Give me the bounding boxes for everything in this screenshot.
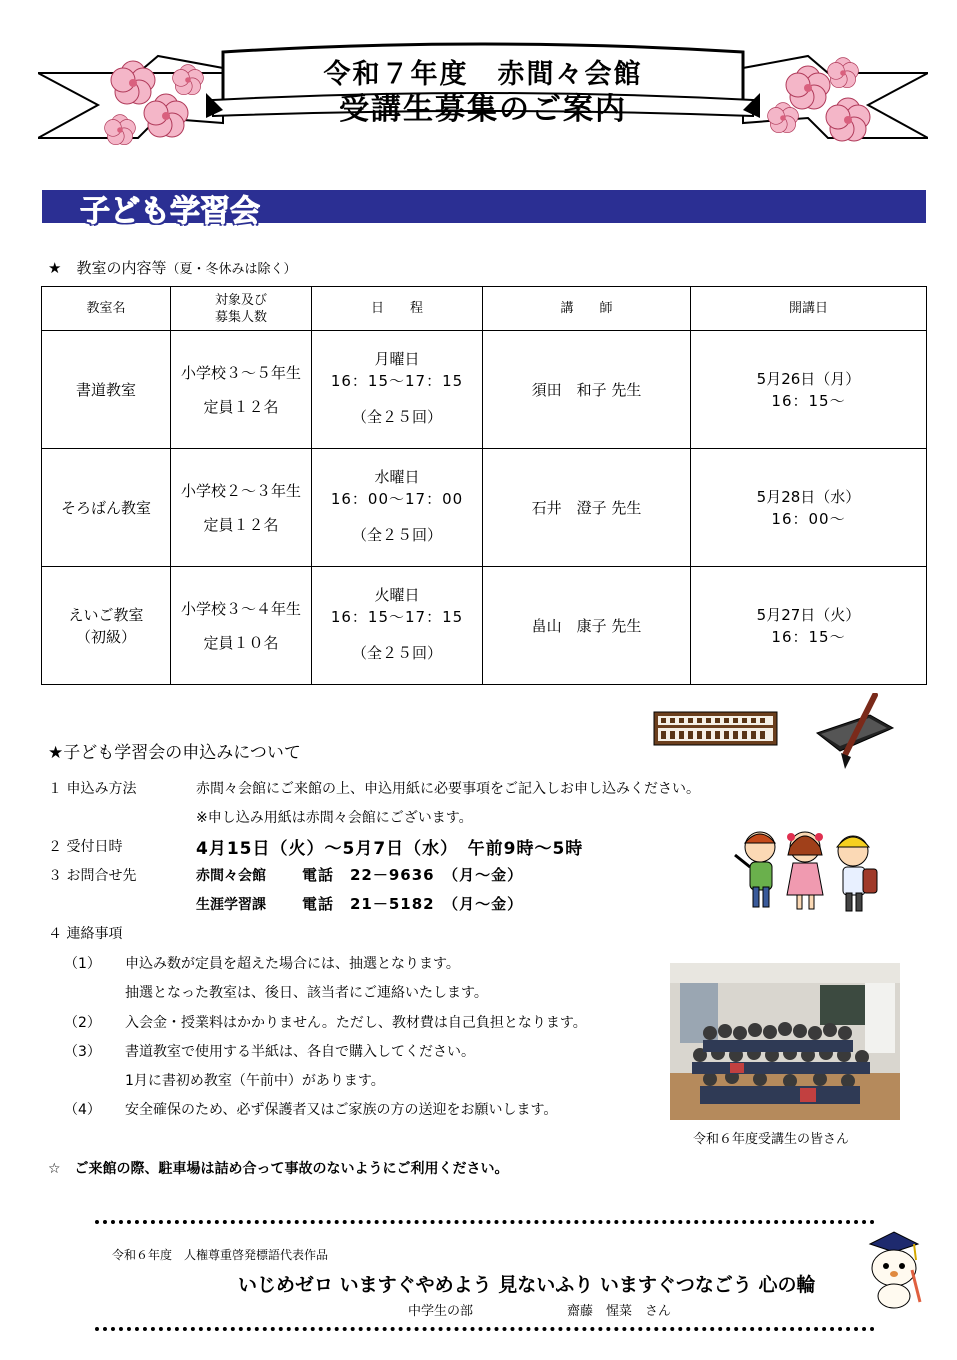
divider: [95, 1327, 875, 1331]
table-row: [42, 449, 927, 567]
class-schedule: 水曜日 16：00～17：00 （全２５回）: [312, 449, 483, 567]
children-illustration-icon: [725, 825, 885, 917]
class-target: 小学校３～５年生 定員１２名: [171, 331, 312, 449]
note-text: 入会金・授業料はかかりません。ただし、教材費は自己負担となります。: [125, 1015, 587, 1031]
contact-label: ３ お問合せ先: [48, 868, 137, 884]
note-text: 安全確保のため、必ず保護者又はご家族の方の送迎をお願いします。: [125, 1102, 558, 1118]
classes-heading: ★ 教室の内容等（夏・冬休みは除く）: [48, 259, 297, 277]
class-start: 5月27日（火） 16：15～: [691, 567, 927, 685]
title-banner: [38, 38, 928, 150]
notes-label: ４ 連絡事項: [48, 926, 123, 942]
note-number: （2）: [64, 1015, 101, 1031]
class-photo: [670, 963, 900, 1120]
class-start: 5月28日（水） 16：00～: [691, 449, 927, 567]
note-text: 1月に書初め教室（午前中）があります。: [125, 1073, 385, 1089]
class-teacher: 石井 澄子 先生: [483, 449, 691, 567]
class-target: 小学校２～３年生 定員１２名: [171, 449, 312, 567]
class-teacher: 畠山 康子 先生: [483, 567, 691, 685]
class-target: 小学校３～４年生 定員１０名: [171, 567, 312, 685]
class-start: 5月26日（月） 16：15～: [691, 331, 927, 449]
section-title: 子ども学習会: [80, 194, 260, 229]
method-note: ※申し込み用紙は赤間々会館にございます。: [196, 810, 473, 826]
class-schedule: 月曜日 16：15～17：15 （全２５回）: [312, 331, 483, 449]
class-name: えいご教室 （初級）: [42, 567, 171, 685]
contact-tel: 電話 22－9636 （月～金）: [302, 866, 524, 884]
note-number: （4）: [64, 1102, 101, 1118]
header-name: 教室名: [42, 287, 171, 331]
slogan-division: 中学生の部: [408, 1304, 474, 1319]
slogan-text: いじめゼロ いますぐやめよう 見ないふり いますぐつなごう 心の輪: [238, 1274, 816, 1296]
contact-name: 生涯学習課: [196, 897, 266, 913]
note-text: 書道教室で使用する半紙は、各自で購入してください。: [125, 1044, 475, 1060]
abacus-icon: [653, 711, 778, 746]
section-header: [42, 190, 926, 229]
header-schedule: 日 程: [312, 287, 483, 331]
method-text: 赤間々会館にご来館の上、申込用紙に必要事項をご記入しお申し込みください。: [196, 781, 700, 797]
contact-name: 赤間々会館: [196, 868, 266, 884]
class-name: そろばん教室: [42, 449, 171, 567]
note-text: 抽選となった教室は、後日、該当者にご連絡いたします。: [125, 985, 488, 1001]
slogan-header: 令和６年度 人権尊重啓発標語代表作品: [112, 1248, 329, 1262]
banner-title: 令和７年度 赤間々会館: [323, 59, 643, 90]
table-header-row: [42, 287, 927, 331]
header-start: 開講日: [691, 287, 927, 331]
header-teacher: 講 師: [483, 287, 691, 331]
table-row: [42, 331, 927, 449]
photo-caption: 令和６年度受講生の皆さん: [693, 1132, 850, 1147]
period-label: ２ 受付日時: [48, 839, 123, 855]
contact-tel: 電話 21－5182 （月～金）: [302, 895, 524, 913]
mascot-icon: [862, 1230, 924, 1310]
table-row: [42, 567, 927, 685]
class-name: 書道教室: [42, 331, 171, 449]
method-label: １ 申込み方法: [48, 781, 137, 797]
application-heading: ★子ども学習会の申込みについて: [48, 743, 301, 763]
period-text: 4月15日（火）～5月7日（水） 午前9時～5時: [196, 839, 584, 859]
banner-subtitle: 受講生募集のご案内: [339, 92, 627, 127]
course-table: [41, 286, 927, 685]
classes-heading-note: （夏・冬休みは除く）: [166, 262, 297, 277]
class-schedule: 火曜日 16：15～17：15 （全２５回）: [312, 567, 483, 685]
note-text: 申込み数が定員を超えた場合には、抽選となります。: [125, 956, 460, 972]
divider: [95, 1220, 875, 1224]
class-teacher: 須田 和子 先生: [483, 331, 691, 449]
parking-notice: ☆ ご来館の際、駐車場は詰め合って事故のないようにご利用ください。: [48, 1161, 509, 1177]
calligraphy-brush-icon: [815, 693, 895, 771]
slogan-author: 齋藤 惺菜 さん: [567, 1304, 672, 1319]
header-target: 対象及び 募集人数: [171, 287, 312, 331]
note-number: （3）: [64, 1044, 101, 1060]
note-number: （1）: [64, 956, 101, 972]
